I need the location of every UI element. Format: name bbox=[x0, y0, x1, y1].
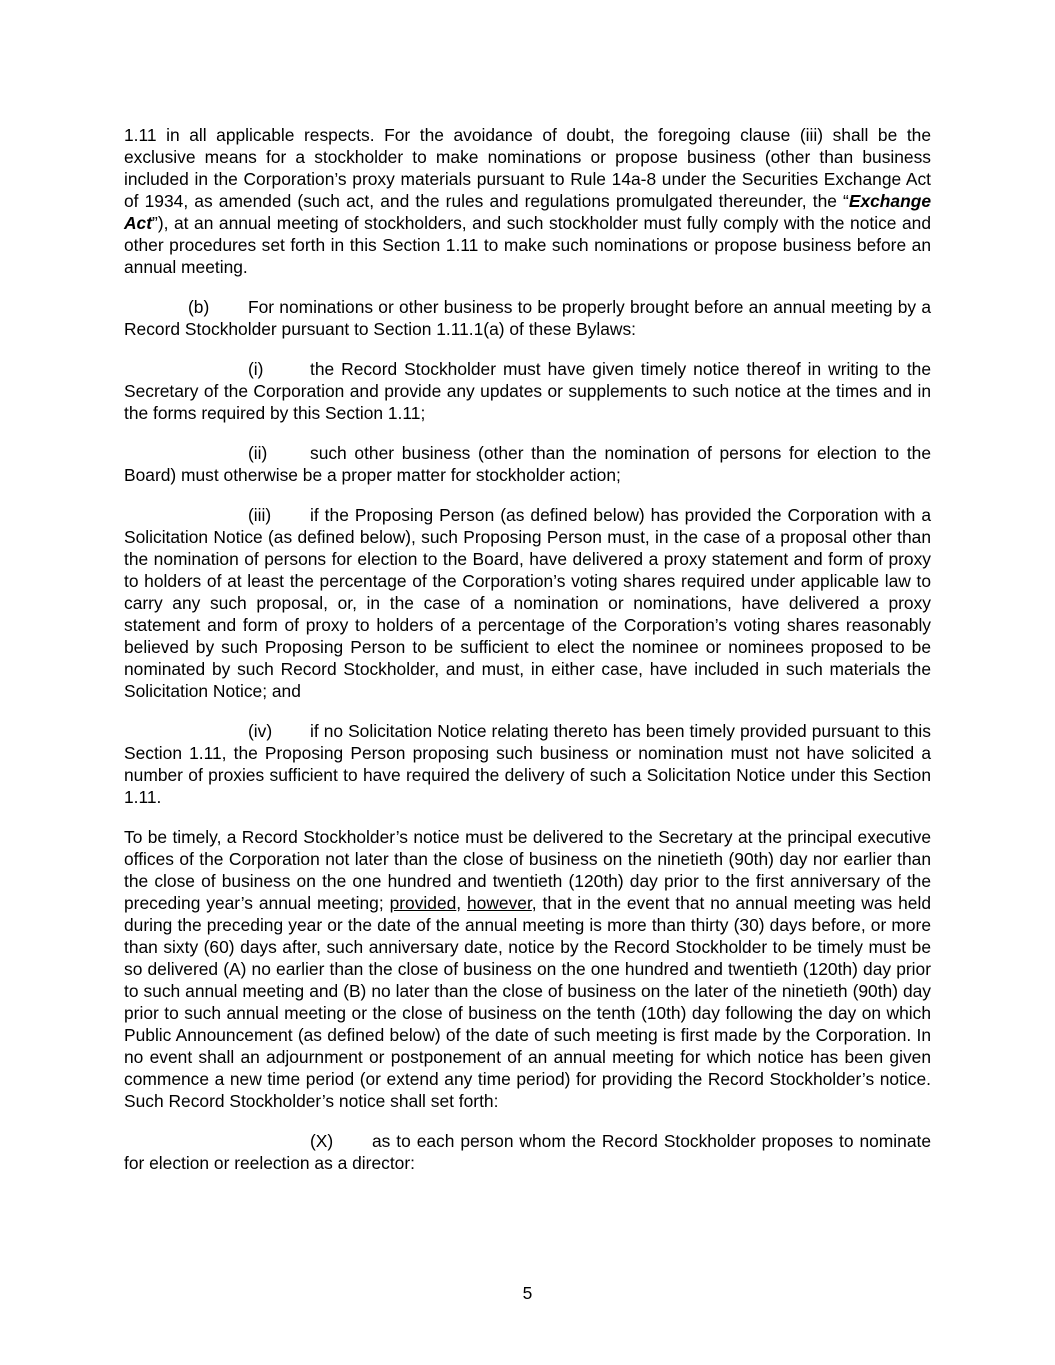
clause-text-x: as to each person whom the Record Stockholder proposes to nominate for election or reelection as a director: bbox=[124, 1131, 931, 1173]
defined-term-exchange-act: Exchange Act bbox=[124, 191, 931, 233]
paragraph-text: , bbox=[456, 893, 468, 913]
paragraph-b bbox=[124, 296, 931, 340]
clause-marker-ii: (ii) bbox=[248, 443, 268, 463]
document-body bbox=[124, 124, 931, 1192]
paragraph-exchange-act bbox=[124, 124, 931, 278]
clause-text-iv: if no Solicitation Notice relating thereto has been timely provided pursuant to this Section 1.11, the Proposing Person proposing such business or nomination must not have solicited a number of proxies sufficient to have required the delivery of such a Solicitation Notice under this Section 1.11. bbox=[124, 721, 931, 807]
page-number: 5 bbox=[522, 1283, 533, 1303]
paragraph-timely-notice bbox=[124, 826, 931, 1112]
clause-marker-iv: (iv) bbox=[248, 721, 273, 741]
paragraph-text: , that in the event that no annual meeting was held during the preceding year or the date of the annual meeting is more than thirty (30) days before, or more than sixty (60) days after, such anniversary date, notice by the Record Stockholder to be timely must be so delivered (A) no earlier than the close of business on the one hundred and twentieth (120th) day prior to such annual meeting and (B) no later than the close of business on the later of the ninetieth (90th) day prior to such annual meeting or the close of business on the tenth (10th) day following the day on which Public Announcement (as defined below) of the date of such meeting is first made by the Corporation. In no event shall an adjournment or postponement of an annual meeting for which notice has been given commence a new time period (or extend any time period) for providing the Record Stockholder’s notice. Such Record Stockholder’s notice shall set forth: bbox=[124, 893, 931, 1111]
clause-text-iii: if the Proposing Person (as defined below) has provided the Corporation with a Solicitation Notice (as defined below), such Proposing Person must, in the case of a proposal other than the nomination of persons for election to the Board, have delivered a proxy statement and form of proxy to holders of at least the percentage of the Corporation’s voting shares required under applicable law to carry any such proposal, or, in the case of a nomination or nominations, have delivered a proxy statement and form of proxy to holders of a percentage of the Corporation’s voting shares reasonably believed by such Proposing Person to be sufficient to elect the nominee or nominees proposed to be nominated by such Record Stockholder, and must, in either case, have included in such materials the Solicitation Notice; and bbox=[124, 505, 931, 701]
clause-iii bbox=[124, 504, 931, 702]
clause-marker-b: (b) bbox=[188, 297, 210, 317]
underlined-provided: provided bbox=[389, 893, 457, 913]
clause-text-i: the Record Stockholder must have given timely notice thereof in writing to the Secretary of the Corporation and provide any updates or supplements to such notice at the times and in the forms required by this Section 1.11; bbox=[124, 359, 931, 423]
paragraph-text: ”), at an annual meeting of stockholders, and such stockholder must fully comply with the notice and other procedures set forth in this Section 1.11 to make such nominations or propose business before an annual meeting. bbox=[124, 213, 931, 277]
clause-text-ii: such other business (other than the nomination of persons for election to the Board) must otherwise be a proper matter for stockholder action; bbox=[124, 443, 931, 485]
clause-x bbox=[124, 1130, 931, 1174]
clause-ii bbox=[124, 442, 931, 486]
clause-marker-i: (i) bbox=[248, 359, 264, 379]
underlined-however: however bbox=[467, 893, 532, 913]
clause-marker-x: (X) bbox=[310, 1131, 334, 1151]
paragraph-text: 1.11 in all applicable respects. For the avoidance of doubt, the foregoing clause (iii) shall be the exclusive means for a stockholder to make nominations or propose business (other than business included in the Corporation’s proxy materials pursuant to Rule 14a-8 under the Securities Exchange Act of 1934, as amended (such act, and the rules and regulations promulgated thereunder, the “ bbox=[124, 125, 931, 211]
clause-i bbox=[124, 358, 931, 424]
clause-text-b: For nominations or other business to be properly brought before an annual meeting by a Record Stockholder pursuant to Section 1.11.1(a) of these Bylaws: bbox=[124, 297, 931, 339]
clause-marker-iii: (iii) bbox=[248, 505, 272, 525]
paragraph-text: To be timely, a Record Stockholder’s notice must be delivered to the Secretary at the principal executive offices of the Corporation not later than the close of business on the ninetieth (90th) day nor earlier than the close of business on the one hundred and twentieth (120th) day prior to the first anniversary of the preceding year’s annual meeting; bbox=[124, 827, 931, 913]
clause-iv bbox=[124, 720, 931, 808]
